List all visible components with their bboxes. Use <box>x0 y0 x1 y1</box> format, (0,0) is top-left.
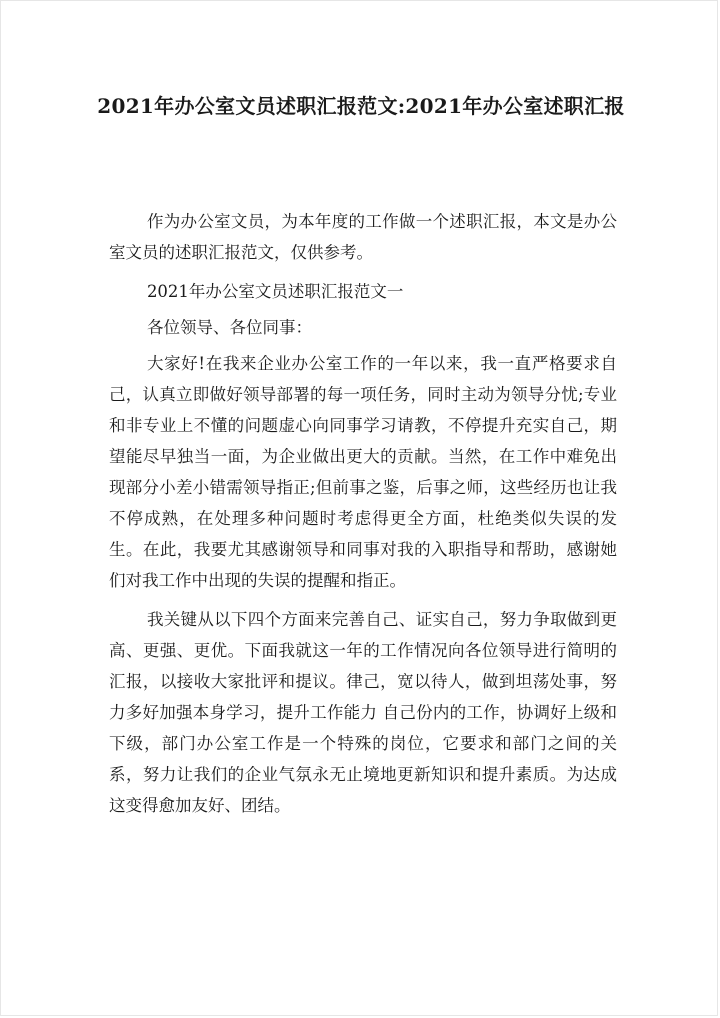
salutation: 各位领导、各位同事： <box>146 318 312 337</box>
document-body <box>109 206 617 829</box>
section-heading: 2021年办公室文员述职汇报范文一 <box>146 282 404 301</box>
paragraph-work: 我关键从以下四个方面来完善自己、证实自己，努力争取做到更高、更强、更优。下面我就这一年的工作情况向各位领导进行简明的汇报，以接收大家批评和提议。律己，宽以待人，做到坦荡处事，努力多好加强本身学习，提升工作能力 自己份内的工作，协调好上级和下级，部门办公室工作是一个特殊的岗位，它要求和部门之间的关系，努力让我们的企业气氛永无止境地更新知识和提升素质。为达成这变得愈加友好、团结。 <box>109 610 617 815</box>
paragraph-intro: 作为办公室文员，为本年度的工作做一个述职汇报，本文是办公室文员的述职汇报范文，仅供参考。 <box>109 212 617 262</box>
document-title: 2021年办公室文员述职汇报范文:2021年办公室述职汇报 <box>97 94 625 118</box>
paragraph-main: 大家好!在我来企业办公室工作的一年以来，我一直严格要求自己，认真立即做好领导部署的每一项任务，同时主动为领导分忧;专业和非专业上不懂的问题虚心向同事学习请教，不停提升充实自己，期望能尽早独当一面，为企业做出更大的贡献。当然，在工作中难免出现部分小差小错需领导指正;但前事之鉴，后事之师，这些经历也让我不停成熟，在处理多种问题时考虑得更全方面，杜绝类似失误的发生。在此，我要尤其感谢领导和同事对我的入职指导和帮助，感谢她们对我工作中出现的失误的提醒和指正。 <box>109 354 617 590</box>
